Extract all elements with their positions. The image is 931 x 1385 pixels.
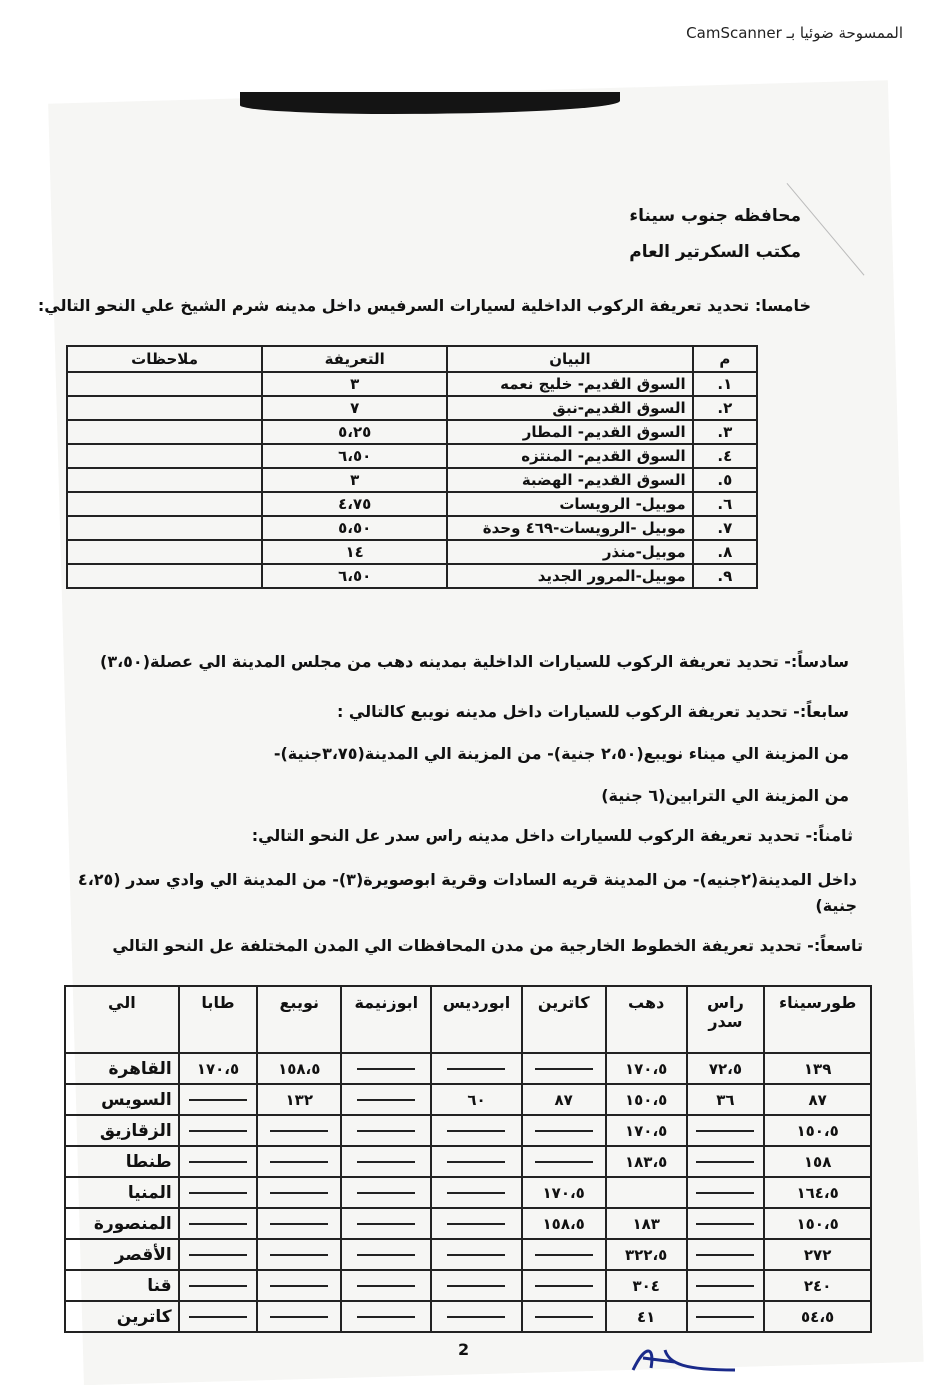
empty-dash xyxy=(270,1192,328,1194)
destination-city: طنطا xyxy=(65,1146,179,1177)
destination-city: القاهرة xyxy=(65,1053,179,1084)
fare-cell xyxy=(687,1239,765,1270)
fare-cell xyxy=(431,1239,521,1270)
empty-dash xyxy=(189,1285,247,1287)
table-row xyxy=(65,1270,871,1301)
row-notes xyxy=(67,540,262,564)
row-notes xyxy=(67,396,262,420)
row-notes xyxy=(67,492,262,516)
row-notes xyxy=(67,420,262,444)
row-description: السوق القديم-نبق xyxy=(447,396,692,420)
table-row xyxy=(67,492,757,516)
table-row xyxy=(65,1053,871,1084)
fare-cell xyxy=(687,1270,765,1301)
empty-dash xyxy=(447,1130,505,1132)
fare-cell: ٣٢٢،٥ xyxy=(606,1239,687,1270)
table-row xyxy=(67,516,757,540)
row-description: موبيل- الرويسات xyxy=(447,492,692,516)
fare-cell xyxy=(341,1301,431,1332)
empty-dash xyxy=(535,1161,593,1163)
fare-cell: ١٨٣ xyxy=(606,1208,687,1239)
row-number: ٣. xyxy=(693,420,757,444)
fare-cell: ٤١ xyxy=(606,1301,687,1332)
empty-dash xyxy=(696,1161,754,1163)
table-row xyxy=(65,1301,871,1332)
col-header: ابورديس xyxy=(431,986,521,1053)
row-description: السوق القديم- خليج نعمه xyxy=(447,372,692,396)
fare-cell xyxy=(431,1301,521,1332)
empty-dash xyxy=(447,1254,505,1256)
fare-cell xyxy=(431,1177,521,1208)
col-header: كاترين xyxy=(522,986,606,1053)
table-row xyxy=(67,396,757,420)
fare-cell: ١٧٠،٥ xyxy=(179,1053,258,1084)
fare-cell: ١٥٨،٥ xyxy=(257,1053,341,1084)
fare-cell xyxy=(179,1208,258,1239)
empty-dash xyxy=(535,1130,593,1132)
table-row xyxy=(67,372,757,396)
section8-line1: داخل المدينة(٢جنيه)- من المدينة قريه السادات وقرية ابوصويرة(٣)- من المدينة الي وادي سدر (٤،٢٥ xyxy=(77,870,857,889)
row-number: ٩. xyxy=(693,564,757,588)
fare-cell: ٦٠ xyxy=(431,1084,521,1115)
row-notes xyxy=(67,372,262,396)
fare-cell xyxy=(341,1053,431,1084)
sharm-fare-table xyxy=(66,345,758,589)
empty-dash xyxy=(696,1254,754,1256)
scanner-label: الممسوحة ضوئيا بـ CamScanner xyxy=(686,24,903,42)
col-header: ابوزنيمة xyxy=(341,986,431,1053)
row-number: ٨. xyxy=(693,540,757,564)
col-number: م xyxy=(693,346,757,372)
destination-city: كاترين xyxy=(65,1301,179,1332)
section7-title: سابعاً:- تحديد تعريفة الركوب للسيارات داخل مدينه نويبع كالتالي : xyxy=(336,702,849,721)
fare-cell: ١٥٨،٥ xyxy=(522,1208,606,1239)
section7-line1: من المزينة الي ميناء نويبع(٢،٥٠ جنية)- من المزينة الي المدينة(٣،٧٥جنية)- xyxy=(273,744,849,763)
fare-cell: ١٥٠،٥ xyxy=(764,1208,871,1239)
empty-dash xyxy=(357,1192,415,1194)
section5-title: خامسا: تحديد تعريفة الركوب الداخلية لسيارات السرفيس داخل مدينه شرم الشيخ علي النحو التالي: xyxy=(37,296,811,315)
fare-cell: ١٥٠،٥ xyxy=(764,1115,871,1146)
empty-dash xyxy=(447,1316,505,1318)
table-row xyxy=(67,540,757,564)
row-fare: ٧ xyxy=(262,396,447,420)
empty-dash xyxy=(189,1161,247,1163)
intercity-fare-table xyxy=(64,985,872,1333)
empty-dash xyxy=(189,1316,247,1318)
row-fare: ٣ xyxy=(262,372,447,396)
row-notes xyxy=(67,516,262,540)
col-header: طابا xyxy=(179,986,258,1053)
fare-cell xyxy=(179,1270,258,1301)
fare-cell: ١٦٤،٥ xyxy=(764,1177,871,1208)
empty-dash xyxy=(447,1161,505,1163)
fare-cell xyxy=(341,1084,431,1115)
row-number: ٦. xyxy=(693,492,757,516)
fare-cell xyxy=(522,1270,606,1301)
row-fare: ٥،٢٥ xyxy=(262,420,447,444)
table-row xyxy=(65,1115,871,1146)
fare-cell xyxy=(341,1239,431,1270)
fare-cell xyxy=(257,1115,341,1146)
empty-dash xyxy=(270,1285,328,1287)
row-description: السوق القديم- الهضبة xyxy=(447,468,692,492)
fare-cell: ٢٤٠ xyxy=(764,1270,871,1301)
page-number: 2 xyxy=(458,1340,470,1359)
fare-cell xyxy=(431,1146,521,1177)
destination-city: الزقازيق xyxy=(65,1115,179,1146)
fare-cell: ٢٧٢ xyxy=(764,1239,871,1270)
fare-cell: ١٣٩ xyxy=(764,1053,871,1084)
empty-dash xyxy=(357,1099,415,1101)
col-header: دهب xyxy=(606,986,687,1053)
fare-cell xyxy=(687,1301,765,1332)
governorate-name: محافظه جنوب سيناء xyxy=(629,206,801,226)
empty-dash xyxy=(535,1254,593,1256)
empty-dash xyxy=(357,1223,415,1225)
empty-dash xyxy=(535,1285,593,1287)
fare-cell: ١٧٠،٥ xyxy=(522,1177,606,1208)
row-number: ١. xyxy=(693,372,757,396)
table-row xyxy=(65,1146,871,1177)
empty-dash xyxy=(696,1316,754,1318)
scanner-topbar xyxy=(0,0,931,70)
destination-city: المنصورة xyxy=(65,1208,179,1239)
empty-dash xyxy=(357,1068,415,1070)
fare-cell xyxy=(257,1177,341,1208)
fare-cell xyxy=(522,1146,606,1177)
empty-dash xyxy=(270,1316,328,1318)
empty-dash xyxy=(189,1254,247,1256)
fare-cell: ١٧٠،٥ xyxy=(606,1115,687,1146)
section8-line2: جنية) xyxy=(815,896,857,915)
row-fare: ٥،٥٠ xyxy=(262,516,447,540)
fare-cell xyxy=(606,1177,687,1208)
empty-dash xyxy=(189,1130,247,1132)
row-notes xyxy=(67,564,262,588)
table-row xyxy=(67,564,757,588)
row-fare: ٣ xyxy=(262,468,447,492)
table-header xyxy=(67,346,757,372)
fare-cell: ٣٠٤ xyxy=(606,1270,687,1301)
col-notes: ملاحظات xyxy=(67,346,262,372)
section7-line2: من المزينة الي الترابين(٦ جنية) xyxy=(601,786,849,805)
empty-dash xyxy=(270,1130,328,1132)
fare-cell xyxy=(341,1146,431,1177)
col-header: طورسيناء xyxy=(764,986,871,1053)
row-fare: ١٤ xyxy=(262,540,447,564)
fare-cell xyxy=(687,1115,765,1146)
fare-cell xyxy=(522,1301,606,1332)
empty-dash xyxy=(447,1223,505,1225)
table-header xyxy=(65,986,871,1053)
fare-cell: ١٨٣،٥ xyxy=(606,1146,687,1177)
fare-cell: ٧٢،٥ xyxy=(687,1053,765,1084)
table-row xyxy=(65,1177,871,1208)
section6-text: سادساً:- تحديد تعريفة الركوب للسيارات الداخلية بمدينه دهب من مجلس المدينة الي عصلة(٣،٥٠) xyxy=(100,652,849,671)
section8-title: ثامناً:- تحديد تعريفة الركوب للسيارات داخل مدينه راس سدر عل النحو التالي: xyxy=(251,826,853,845)
letterhead xyxy=(629,198,801,270)
fare-cell xyxy=(341,1115,431,1146)
empty-dash xyxy=(696,1192,754,1194)
empty-dash xyxy=(189,1192,247,1194)
empty-dash xyxy=(535,1068,593,1070)
row-description: موبيل-منذر xyxy=(447,540,692,564)
fare-cell xyxy=(522,1115,606,1146)
fare-cell xyxy=(179,1239,258,1270)
fare-cell: ٨٧ xyxy=(764,1084,871,1115)
fare-cell xyxy=(179,1115,258,1146)
fare-cell xyxy=(431,1208,521,1239)
fare-cell xyxy=(257,1146,341,1177)
empty-dash xyxy=(535,1316,593,1318)
empty-dash xyxy=(447,1192,505,1194)
destination-city: المنيا xyxy=(65,1177,179,1208)
fare-cell xyxy=(431,1115,521,1146)
table-row xyxy=(65,1084,871,1115)
row-number: ٧. xyxy=(693,516,757,540)
fare-cell: ٣٦ xyxy=(687,1084,765,1115)
fare-cell xyxy=(341,1208,431,1239)
row-number: ٤. xyxy=(693,444,757,468)
empty-dash xyxy=(357,1316,415,1318)
fare-cell xyxy=(179,1177,258,1208)
row-number: ٢. xyxy=(693,396,757,420)
empty-dash xyxy=(357,1161,415,1163)
empty-dash xyxy=(447,1068,505,1070)
row-description: السوق القديم- المطار xyxy=(447,420,692,444)
fare-cell xyxy=(431,1053,521,1084)
table-row xyxy=(65,1239,871,1270)
fare-cell xyxy=(687,1208,765,1239)
fare-cell xyxy=(687,1177,765,1208)
empty-dash xyxy=(447,1285,505,1287)
empty-dash xyxy=(696,1130,754,1132)
col-description: البيان xyxy=(447,346,692,372)
fare-cell: ٥٤،٥ xyxy=(764,1301,871,1332)
row-notes xyxy=(67,444,262,468)
empty-dash xyxy=(270,1223,328,1225)
fare-cell xyxy=(687,1146,765,1177)
destination-city: السويس xyxy=(65,1084,179,1115)
row-description: موبيل -الرويسات-٤٦٩ وحدة xyxy=(447,516,692,540)
empty-dash xyxy=(357,1254,415,1256)
row-description: السوق القديم- المنتزه xyxy=(447,444,692,468)
fare-cell xyxy=(341,1177,431,1208)
empty-dash xyxy=(189,1223,247,1225)
table-row xyxy=(65,1208,871,1239)
fare-cell xyxy=(522,1053,606,1084)
fare-cell xyxy=(179,1084,258,1115)
empty-dash xyxy=(696,1223,754,1225)
fare-cell xyxy=(179,1301,258,1332)
empty-dash xyxy=(189,1099,247,1101)
fare-cell xyxy=(522,1239,606,1270)
col-header: نويبع xyxy=(257,986,341,1053)
table-row xyxy=(67,468,757,492)
fare-cell xyxy=(257,1270,341,1301)
fare-cell: ١٧٠،٥ xyxy=(606,1053,687,1084)
empty-dash xyxy=(357,1285,415,1287)
empty-dash xyxy=(270,1254,328,1256)
table-row xyxy=(67,420,757,444)
row-fare: ٤،٧٥ xyxy=(262,492,447,516)
fare-cell: ١٥٨ xyxy=(764,1146,871,1177)
empty-dash xyxy=(270,1161,328,1163)
office-name: مكتب السكرتير العام xyxy=(629,242,801,262)
section9-title: تاسعاً:- تحديد تعريفة الخطوط الخارجية من مدن المحافظات الي المدن المختلفة عل النحو التالي xyxy=(112,936,863,955)
destination-city: الأقصر xyxy=(65,1239,179,1270)
fare-cell: ١٥٠،٥ xyxy=(606,1084,687,1115)
empty-dash xyxy=(357,1130,415,1132)
col-header: الي xyxy=(65,986,179,1053)
fare-cell: ١٣٢ xyxy=(257,1084,341,1115)
table-row xyxy=(67,444,757,468)
row-fare: ٦،٥٠ xyxy=(262,564,447,588)
col-fare: التعريفة xyxy=(262,346,447,372)
destination-city: قنا xyxy=(65,1270,179,1301)
row-fare: ٦،٥٠ xyxy=(262,444,447,468)
fare-cell: ٨٧ xyxy=(522,1084,606,1115)
fare-cell xyxy=(257,1239,341,1270)
signature-mark xyxy=(625,1340,745,1376)
fare-cell xyxy=(179,1146,258,1177)
col-header: راس سدر xyxy=(687,986,765,1053)
fare-cell xyxy=(431,1270,521,1301)
row-notes xyxy=(67,468,262,492)
row-number: ٥. xyxy=(693,468,757,492)
empty-dash xyxy=(696,1285,754,1287)
fare-cell xyxy=(341,1270,431,1301)
fare-cell xyxy=(257,1208,341,1239)
fare-cell xyxy=(257,1301,341,1332)
row-description: موبيل-المرور الجديد xyxy=(447,564,692,588)
